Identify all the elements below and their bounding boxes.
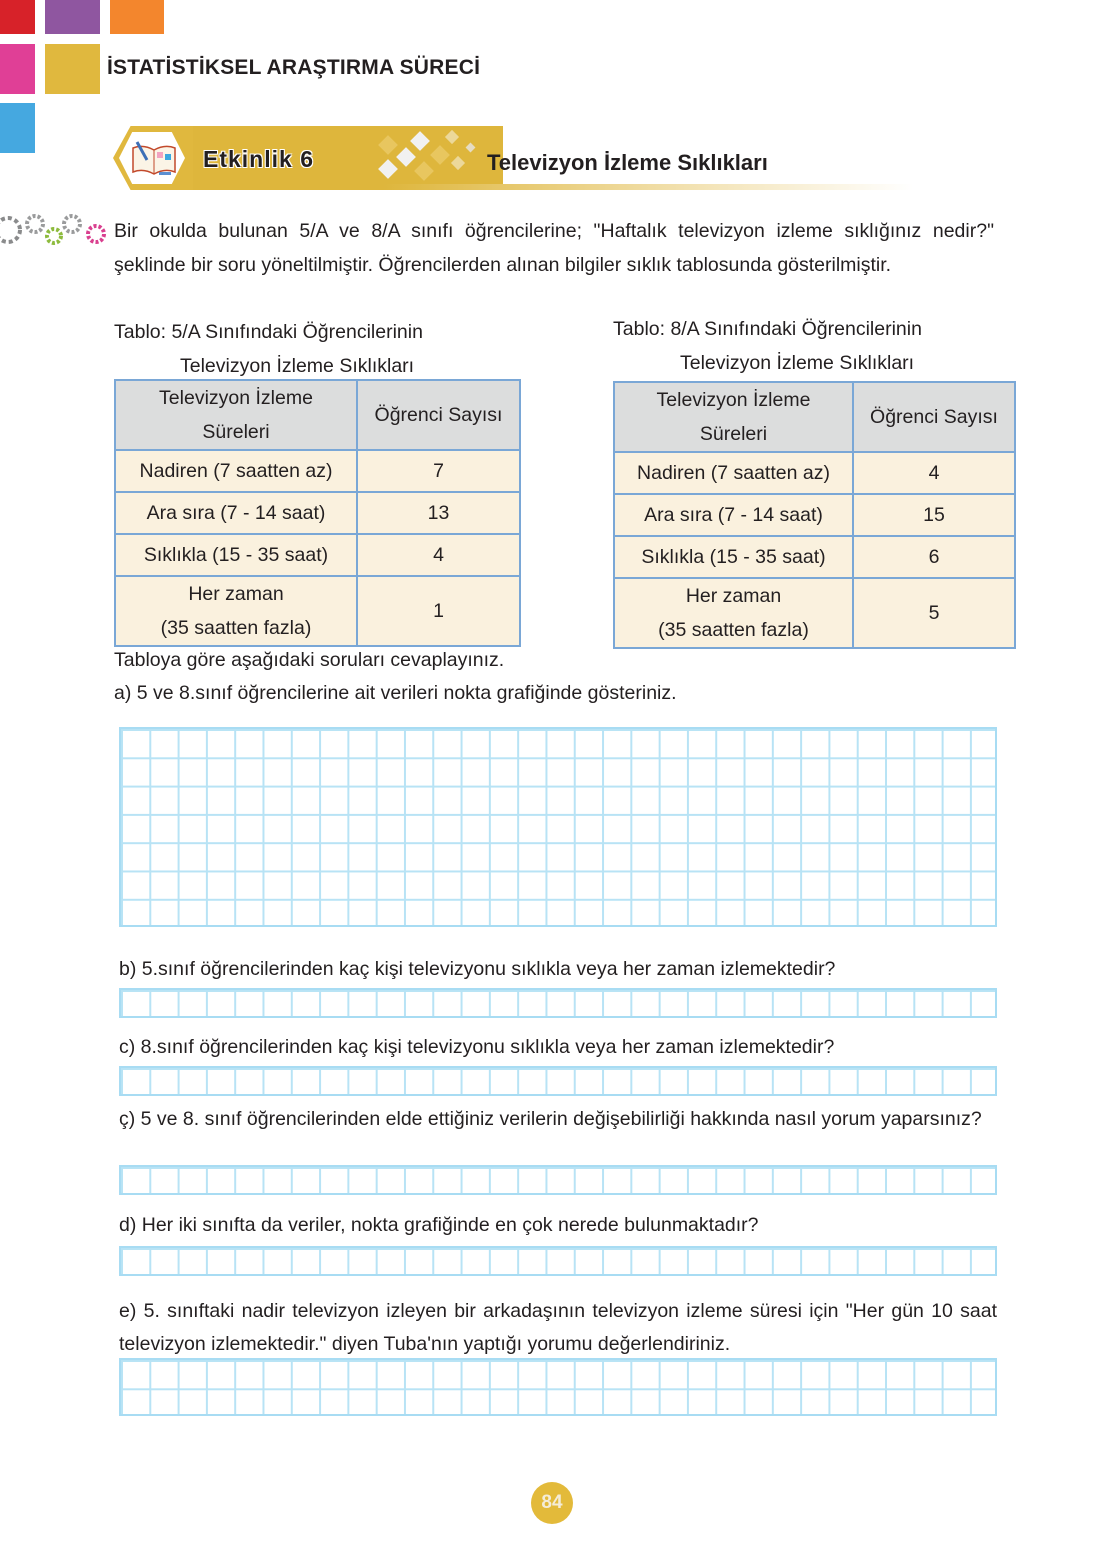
table-row bbox=[115, 534, 520, 576]
activity-title: Televizyon İzleme Sıklıkları bbox=[487, 150, 768, 175]
header-cell-count: Öğrenci Sayısı bbox=[853, 382, 1015, 452]
gears-icon bbox=[0, 208, 112, 250]
question-c: c) 8.sınıf öğrencilerinden kaç kişi televizyonu sıklıkla veya her zaman izlemektedir? bbox=[119, 1036, 835, 1058]
row-label: Sıklıkla (15 - 35 saat) bbox=[614, 536, 853, 578]
corner-square-blue bbox=[0, 103, 35, 153]
row-label: Nadiren (7 saatten az) bbox=[115, 450, 357, 492]
row-value: 4 bbox=[853, 452, 1015, 494]
corner-square-purple bbox=[45, 0, 100, 34]
row-label: Her zaman (35 saatten fazla) bbox=[614, 578, 853, 648]
table-5a bbox=[114, 379, 521, 647]
answer-grid-c[interactable] bbox=[119, 1066, 997, 1096]
chapter-title: İSTATİSTİKSEL ARAŞTIRMA SÜRECİ bbox=[107, 56, 481, 79]
table-row bbox=[614, 536, 1015, 578]
question-e: e) 5. sınıftaki nadir televizyon izleyen bir arkadaşının televizyon izleme süresi için "Her gün 10 saat televizyon izlemektedir." diyen Tuba'nın yaptığı yorumu değerlendiriniz. bbox=[119, 1300, 997, 1355]
table2-caption-line1: Tablo: 8/A Sınıfındaki Öğrencilerinin bbox=[613, 318, 922, 340]
question-b: b) 5.sınıf öğrencilerinden kaç kişi televizyonu sıklıkla veya her zaman izlemektedir? bbox=[119, 958, 836, 980]
answer-grid-a[interactable] bbox=[119, 727, 997, 927]
header-cell-duration: Televizyon İzleme Süreleri bbox=[614, 382, 853, 452]
answer-grid-cc[interactable] bbox=[119, 1165, 997, 1195]
answer-grid-b[interactable] bbox=[119, 988, 997, 1018]
row-label: Nadiren (7 saatten az) bbox=[614, 452, 853, 494]
row-label: Sıklıkla (15 - 35 saat) bbox=[115, 534, 357, 576]
table-row bbox=[614, 452, 1015, 494]
banner-underline bbox=[383, 184, 913, 190]
open-book-pencil-icon bbox=[129, 138, 179, 178]
row-value: 5 bbox=[853, 578, 1015, 648]
table1-caption-line2: Televizyon İzleme Sıklıkları bbox=[180, 355, 415, 377]
corner-square-red bbox=[0, 0, 35, 34]
row-value: 1 bbox=[357, 576, 520, 646]
row-value: 13 bbox=[357, 492, 520, 534]
answer-grid-e[interactable] bbox=[119, 1358, 997, 1416]
question-cc: ç) 5 ve 8. sınıf öğrencilerinden elde ettiğiniz verilerin değişebilirliği hakkında nasıl yorum yaparsınız? bbox=[119, 1108, 982, 1130]
corner-square-orange bbox=[110, 0, 164, 34]
question-a: a) 5 ve 8.sınıf öğrencilerine ait verileri nokta grafiğinde gösteriniz. bbox=[114, 682, 677, 704]
table2-caption-line2: Televizyon İzleme Sıklıkları bbox=[680, 352, 915, 374]
instruction-text: Tabloya göre aşağıdaki soruları cevaplayınız. bbox=[114, 649, 505, 671]
header-cell-count: Öğrenci Sayısı bbox=[357, 380, 520, 450]
row-value: 15 bbox=[853, 494, 1015, 536]
answer-grid-d[interactable] bbox=[119, 1246, 997, 1276]
row-value: 7 bbox=[357, 450, 520, 492]
activity-label: Etkinlik 6 bbox=[203, 146, 314, 172]
table-row bbox=[115, 492, 520, 534]
table-header-row bbox=[614, 382, 1015, 452]
table-header-row bbox=[115, 380, 520, 450]
intro-paragraph: Bir okulda bulunan 5/A ve 8/A sınıfı öğrencilerine; "Haftalık televizyon izleme sıklığınız nedir?" şeklinde bir soru yöneltilmiştir. Öğrencilerden alınan bilgiler sıklık tablosunda gösterilmiştir. bbox=[114, 220, 994, 276]
row-value: 4 bbox=[357, 534, 520, 576]
row-label: Ara sıra (7 - 14 saat) bbox=[614, 494, 853, 536]
corner-square-gold bbox=[45, 44, 100, 94]
row-label: Ara sıra (7 - 14 saat) bbox=[115, 492, 357, 534]
row-value: 6 bbox=[853, 536, 1015, 578]
question-d: d) Her iki sınıfta da veriler, nokta grafiğinde en çok nerede bulunmaktadır? bbox=[119, 1214, 759, 1236]
table1-caption-line1: Tablo: 5/A Sınıfındaki Öğrencilerinin bbox=[114, 321, 423, 343]
table-row bbox=[115, 450, 520, 492]
table-row bbox=[614, 494, 1015, 536]
corner-square-pink bbox=[0, 44, 35, 94]
activity-banner bbox=[113, 126, 913, 190]
row-label: Her zaman (35 saatten fazla) bbox=[115, 576, 357, 646]
table-row bbox=[115, 576, 520, 646]
table-8a bbox=[613, 381, 1016, 649]
header-cell-duration: Televizyon İzleme Süreleri bbox=[115, 380, 357, 450]
page-number-badge: 84 bbox=[531, 1482, 573, 1524]
table-row bbox=[614, 578, 1015, 648]
